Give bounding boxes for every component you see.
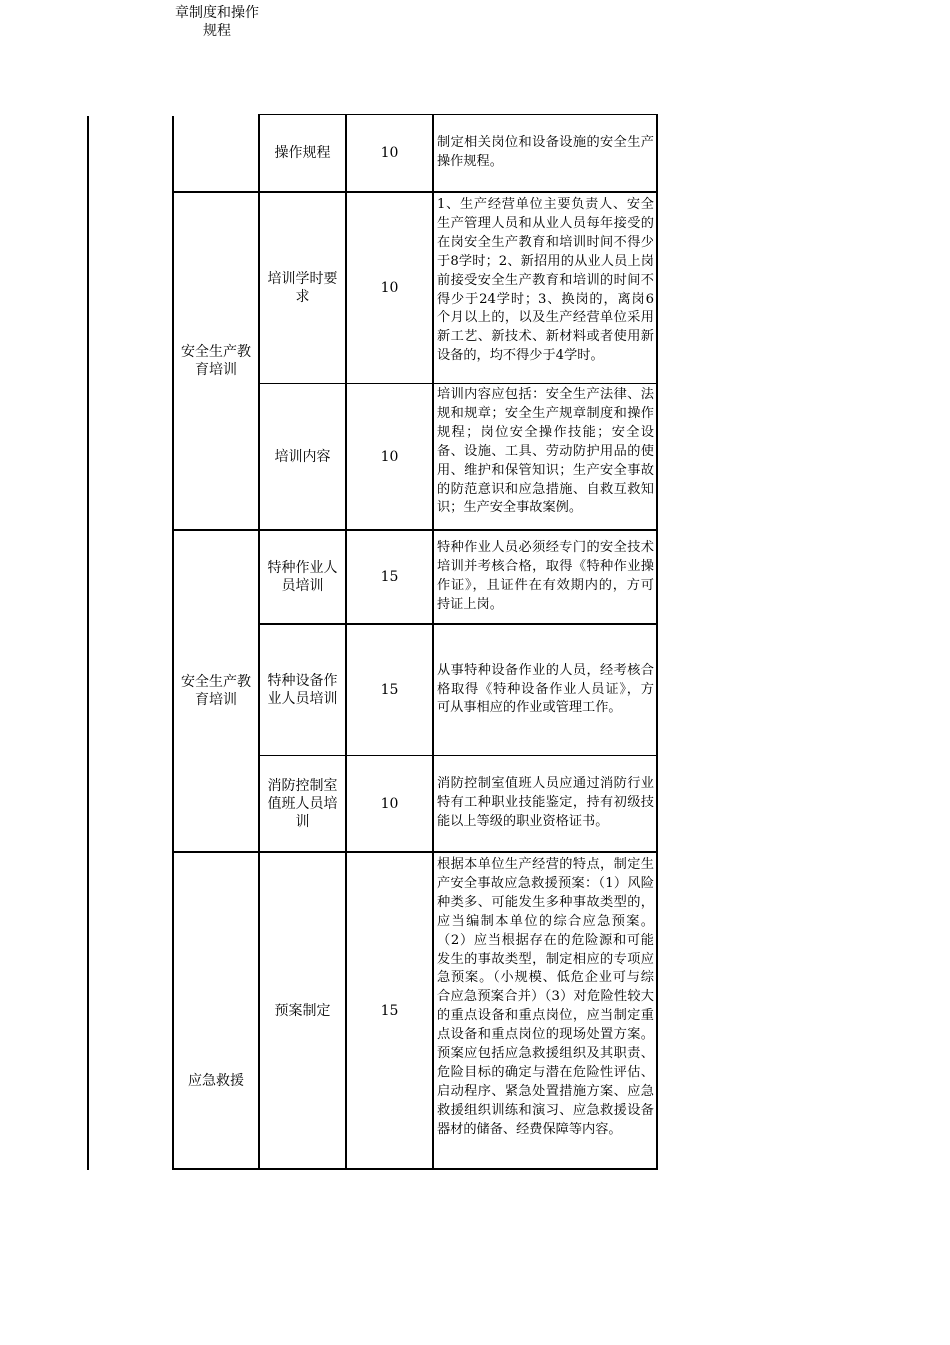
table-right-border [656,114,658,1170]
score-cell: 10 [380,448,399,465]
description-text: 1、生产经营单位主要负责人、安全生产管理人员和从业人员每年接受的在岗安全生产教育和培训时间不得少于8学时；2、新招用的从业人员上岗前接受安全生产教育和培训的时间不得少于24学时；3、换岗的，离岗6个月以上的，以及生产经营单位采用新工艺、新技术、新材料或者使用新设备的，均不得少于4学时。 [437,197,654,364]
description-cell [434,196,656,383]
score-cell: 15 [380,1002,399,1019]
score-cell: 10 [380,795,399,812]
item-cell: 预案制定 [274,1002,331,1019]
description-text: 培训内容应包括：安全生产法律、法规和规章；安全生产规章制度和操作规程；岗位安全操作技能；安全设备、设施、工具、劳动防护用品的使用、维护和保管知识；生产安全事故的防范意识和应急措施、自救互救知识；生产安全事故案例。 [437,387,654,516]
description-cell [434,625,656,755]
category-cell: 安全生产教育培训 [181,344,251,378]
category-cell: 应急救援 [188,1072,244,1089]
description-text: 特种作业人员必须经专门的安全技术培训并考核合格，取得《特种作业操作证》，且证件在有效期内的，方可持证上岗。 [437,540,654,612]
description-cell [434,531,656,623]
continued-category-label: 章制度和操作规程 [175,5,259,39]
description-cell [434,386,656,529]
description-cell [434,115,656,191]
description-text: 根据本单位生产经营的特点，制定生产安全事故应急救援预案：（1）风险种类多、可能发生多种事故类型的，应当编制本单位的综合应急预案。（2）应当根据存在的危险源和可能发生的事故类型，制定相应的专项应急预案。（小规模、低危企业可与综合应急预案合并）（3）对危险性较大的重点设备和重点岗位，应当制定重点设备和重点岗位的现场处置方案。预案应包括应急救援组织及其职责、危险目标的确定与潜在危险性评估、启动程序、紧急处置措施方案、应急救援组织训练和演习、应急救援设备器材的储备、经费保障等内容。 [437,857,654,1137]
item-cell: 培训学时要求 [267,271,338,305]
item-cell: 消防控制室值班人员培训 [267,777,338,830]
description-cell [434,756,656,851]
item-cell: 特种作业人员培训 [267,560,338,594]
table-left-border [87,116,89,1170]
description-text: 从事特种设备作业的人员，经考核合格取得《特种设备作业人员证》，方可从事相应的作业或管理工作。 [437,662,654,716]
score-cell: 15 [380,569,399,585]
description-text: 制定相关岗位和设备设施的安全生产操作规程。 [437,135,654,169]
score-cell: 15 [380,682,399,698]
description-text: 消防控制室值班人员应通过消防行业特有工种职业技能鉴定，持有初级技能以上等级的职业资格证书。 [437,776,654,829]
description-cell [434,856,656,1168]
item-cell: 操作规程 [274,145,331,161]
score-cell: 10 [380,280,399,296]
category-cell: 安全生产教育培训 [181,674,251,708]
score-cell: 10 [380,145,399,161]
item-cell: 培训内容 [274,448,331,465]
item-cell: 特种设备作业人员培训 [267,673,338,707]
